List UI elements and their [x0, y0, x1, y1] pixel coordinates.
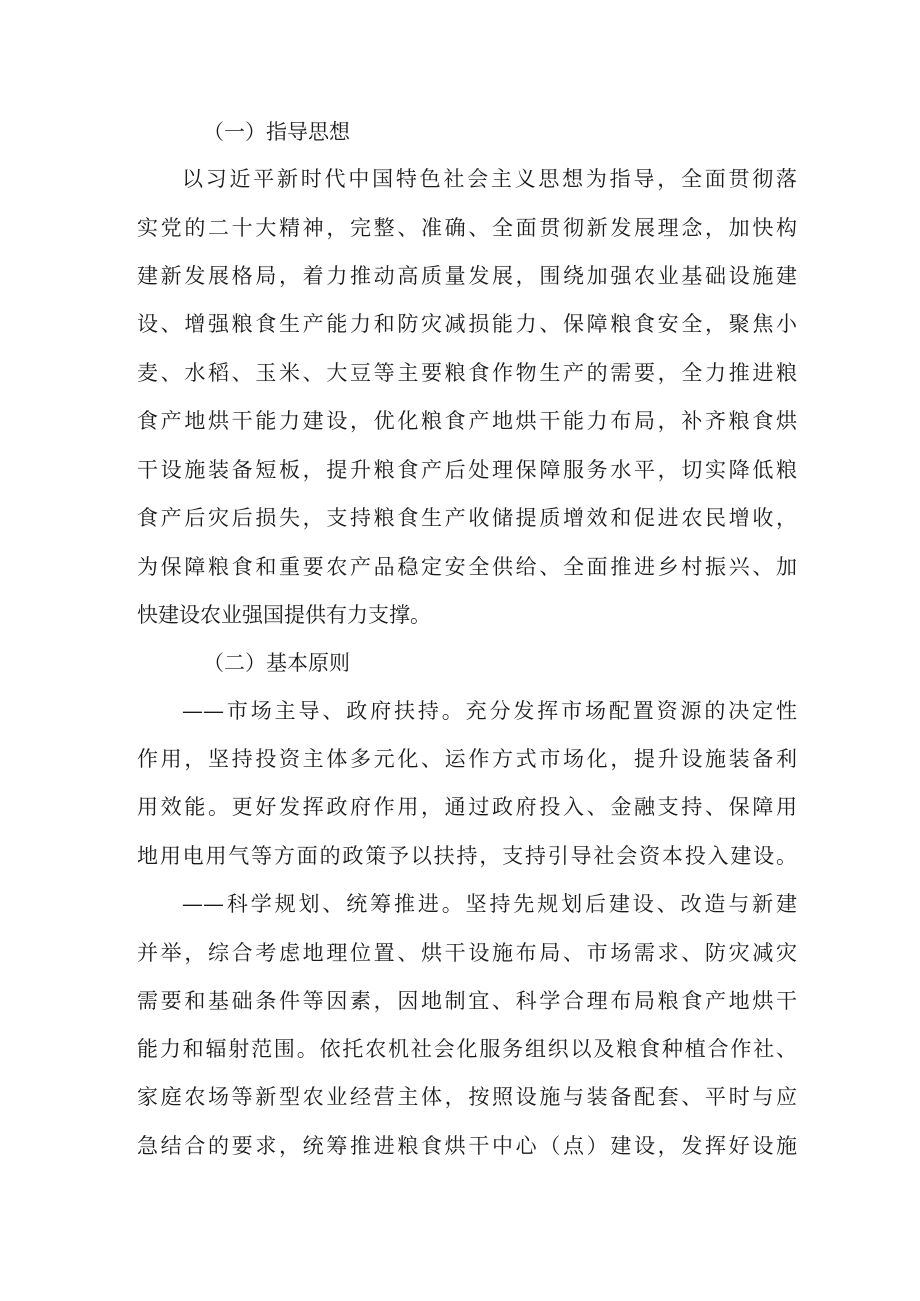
paragraph-line: 设、增强粮食生产能力和防灾减损能力、保障粮食安全，聚焦小 — [137, 312, 797, 336]
paragraph-line: 实党的二十大精神，完整、准确、全面贯彻新发展理念，加快构 — [137, 216, 797, 240]
paragraph-line: 急结合的要求，统筹推进粮食烘干中心（点）建设，发挥好设施 — [137, 1134, 797, 1158]
paragraph-line: 能力和辐射范围。依托农机社会化服务组织以及粮食种植合作社、 — [137, 1037, 797, 1061]
paragraph-line: 为保障粮食和重要农产品稳定安全供给、全面推进乡村振兴、加 — [137, 555, 797, 579]
paragraph-line: ——科学规划、统筹推进。坚持先规划后建设、改造与新建 — [182, 892, 797, 916]
paragraph-line: 用效能。更好发挥政府作用，通过政府投入、金融支持、保障用 — [137, 795, 797, 819]
section-heading-guiding-ideology: （一）指导思想 — [203, 120, 350, 144]
paragraph-line: 并举，综合考虑地理位置、烘干设施布局、市场需求、防灾减灾 — [137, 941, 797, 965]
paragraph-line: ——市场主导、政府扶持。充分发挥市场配置资源的决定性 — [182, 699, 797, 723]
paragraph-line: 作用，坚持投资主体多元化、运作方式市场化，提升设施装备利 — [137, 747, 797, 771]
paragraph-line: 家庭农场等新型农业经营主体，按照设施与装备配套、平时与应 — [137, 1085, 797, 1109]
section-heading-basic-principles: （二）基本原则 — [203, 651, 350, 675]
paragraph-line: 地用电用气等方面的政策予以扶持，支持引导社会资本投入建设。 — [137, 844, 797, 868]
paragraph-line: 以习近平新时代中国特色社会主义思想为指导，全面贯彻落 — [182, 167, 797, 191]
paragraph-line: 食产后灾后损失，支持粮食生产收储提质增效和促进农民增收， — [137, 506, 797, 530]
paragraph-line: 建新发展格局，着力推动高质量发展，围绕加强农业基础设施建 — [137, 264, 797, 288]
paragraph-line: 食产地烘干能力建设，优化粮食产地烘干能力布局，补齐粮食烘 — [137, 409, 797, 433]
paragraph-line: 需要和基础条件等因素，因地制宜、科学合理布局粮食产地烘干 — [137, 989, 797, 1013]
paragraph-line: 干设施装备短板，提升粮食产后处理保障服务水平，切实降低粮 — [137, 458, 797, 482]
paragraph-line: 快建设农业强国提供有力支撑。 — [137, 603, 431, 627]
paragraph-line: 麦、水稻、玉米、大豆等主要粮食作物生产的需要，全力推进粮 — [137, 361, 797, 385]
